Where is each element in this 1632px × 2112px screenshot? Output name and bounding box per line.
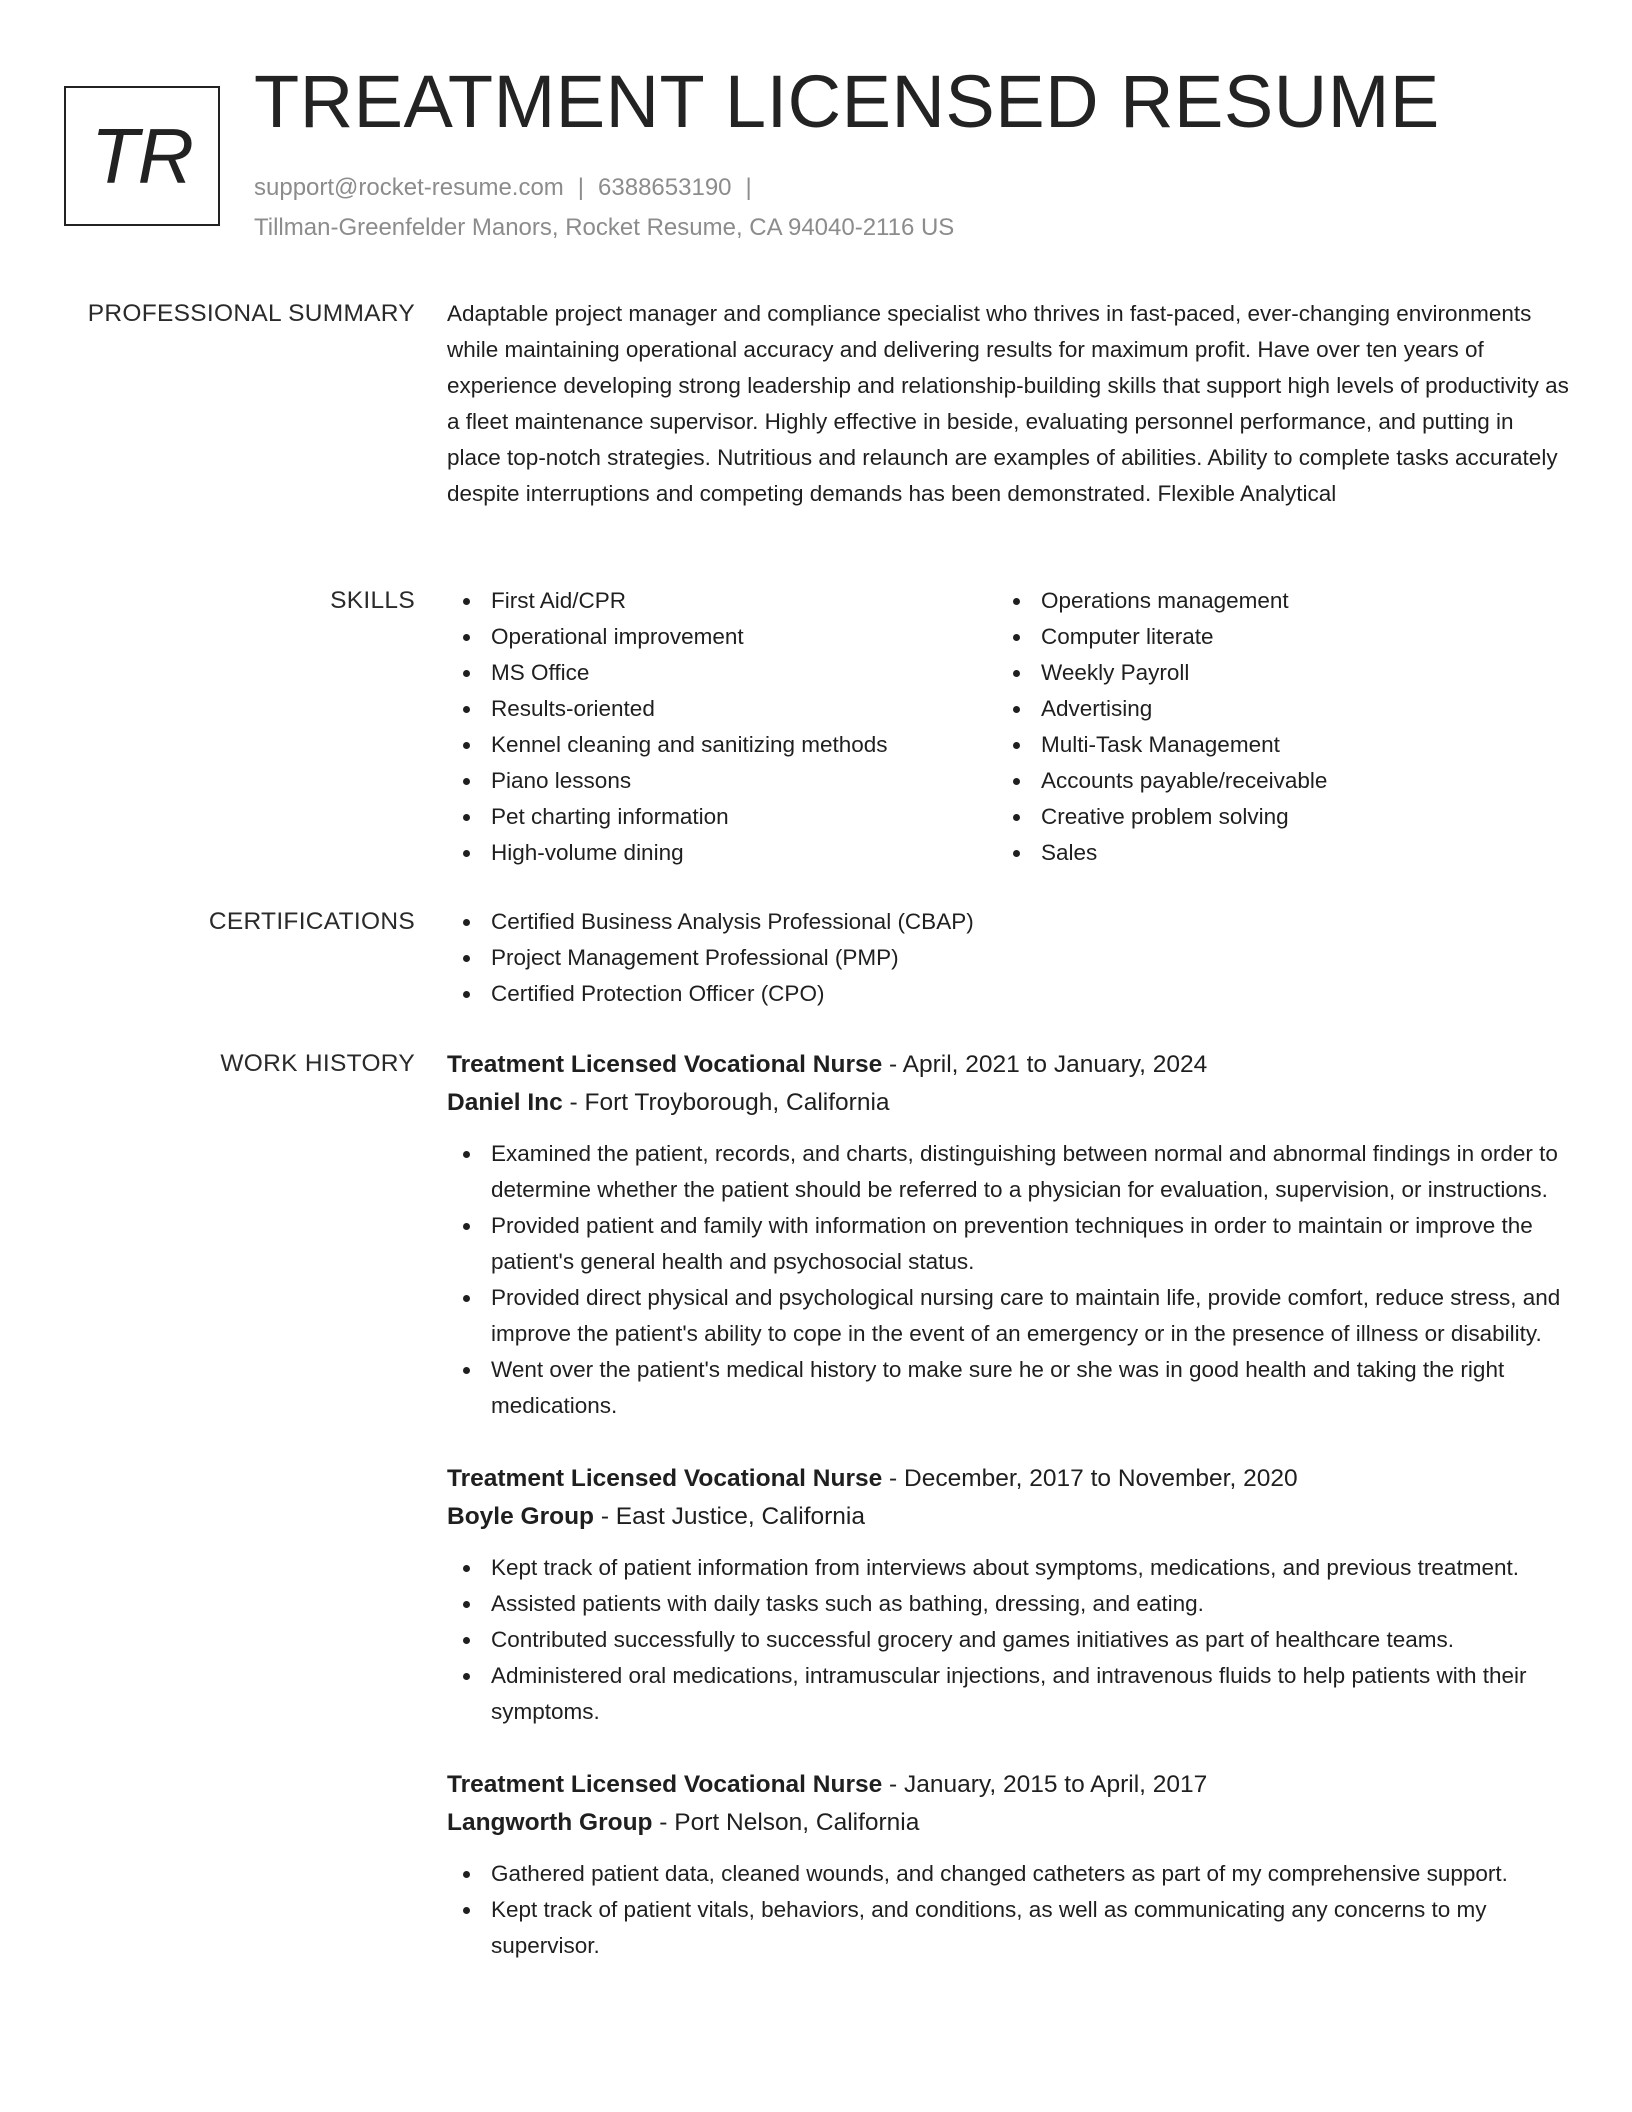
- job-dates: - April, 2021 to January, 2024: [882, 1051, 1208, 1078]
- skill-item: First Aid/CPR: [447, 583, 997, 619]
- job-duty: Went over the patient's medical history to make sure he or she was in good health and taking the right medications.: [447, 1352, 1569, 1424]
- contact-info: [254, 168, 1440, 248]
- job-duties-list: [447, 1136, 1569, 1424]
- certifications-list: [447, 904, 1569, 1012]
- job-duties-list: [447, 1550, 1569, 1730]
- contact-email: support@rocket-resume.com: [254, 174, 564, 201]
- job-location: - Fort Troyborough, California: [562, 1089, 890, 1116]
- job-employer: [447, 1084, 1569, 1122]
- job-dates: - January, 2015 to April, 2017: [882, 1771, 1208, 1798]
- skill-item: Accounts payable/receivable: [997, 763, 1547, 799]
- contact-line-1: [254, 168, 1440, 208]
- job-duty: Assisted patients with daily tasks such as bathing, dressing, and eating.: [447, 1586, 1569, 1622]
- work-history-body: [447, 1046, 1569, 2000]
- contact-phone: 6388653190: [598, 174, 732, 201]
- summary-label: PROFESSIONAL SUMMARY: [87, 300, 415, 327]
- skill-item: Results-oriented: [447, 691, 997, 727]
- skills-columns: [447, 583, 1569, 871]
- job-location: - Port Nelson, California: [652, 1809, 920, 1836]
- certifications-body: [447, 904, 1569, 1012]
- job-entry: [447, 1460, 1569, 1730]
- job-company: Langworth Group: [447, 1809, 653, 1836]
- job-company: Daniel Inc: [447, 1089, 563, 1116]
- monogram-logo: TR: [64, 86, 220, 226]
- skill-item: Operations management: [997, 583, 1547, 619]
- skill-item: Piano lessons: [447, 763, 997, 799]
- job-duty: Contributed successfully to successful grocery and games initiatives as part of healthcare teams.: [447, 1622, 1569, 1658]
- job-employer: [447, 1498, 1569, 1536]
- skill-item: Advertising: [997, 691, 1547, 727]
- job-dates: - December, 2017 to November, 2020: [882, 1465, 1298, 1492]
- job-duty: Kept track of patient vitals, behaviors, and conditions, as well as communicating any concerns to my supervisor.: [447, 1892, 1569, 1964]
- job-company: Boyle Group: [447, 1503, 595, 1530]
- skills-body: [447, 583, 1569, 871]
- job-heading: [447, 1766, 1569, 1804]
- resume-title: TREATMENT LICENSED RESUME: [254, 60, 1440, 143]
- certifications-label: CERTIFICATIONS: [208, 908, 415, 935]
- skill-item: Multi-Task Management: [997, 727, 1547, 763]
- contact-separator: |: [577, 174, 585, 201]
- work-history-label: WORK HISTORY: [220, 1050, 415, 1077]
- skills-list-right: [997, 583, 1547, 871]
- job-heading: [447, 1046, 1569, 1084]
- job-duty: Gathered patient data, cleaned wounds, and changed catheters as part of my comprehensive support.: [447, 1856, 1569, 1892]
- job-title: Treatment Licensed Vocational Nurse: [447, 1465, 883, 1492]
- skill-item: Operational improvement: [447, 619, 997, 655]
- header-text: [254, 60, 1440, 248]
- job-title: Treatment Licensed Vocational Nurse: [447, 1051, 883, 1078]
- skills-label: SKILLS: [330, 587, 415, 614]
- contact-separator: |: [745, 174, 752, 201]
- contact-address: Tillman-Greenfelder Manors, Rocket Resume, CA 94040-2116 US: [254, 214, 955, 241]
- skill-item: Pet charting information: [447, 799, 997, 835]
- job-duty: Examined the patient, records, and charts, distinguishing between normal and abnormal findings in order to determine whether the patient should be referred to a physician for evaluation, supervision, or instructions.: [447, 1136, 1569, 1208]
- skill-item: Weekly Payroll: [997, 655, 1547, 691]
- job-duties-list: [447, 1856, 1569, 1964]
- job-heading: [447, 1460, 1569, 1498]
- skill-item: MS Office: [447, 655, 997, 691]
- skill-item: Sales: [997, 835, 1547, 871]
- skill-item: Creative problem solving: [997, 799, 1547, 835]
- skill-item: Computer literate: [997, 619, 1547, 655]
- certification-item: Project Management Professional (PMP): [447, 940, 1569, 976]
- skill-item: Kennel cleaning and sanitizing methods: [447, 727, 997, 763]
- summary-body: [447, 296, 1569, 512]
- skills-list-left: [447, 583, 997, 871]
- certification-item: Certified Business Analysis Professional (CBAP): [447, 904, 1569, 940]
- job-employer: [447, 1804, 1569, 1842]
- job-title: Treatment Licensed Vocational Nurse: [447, 1771, 883, 1798]
- skill-item: High-volume dining: [447, 835, 997, 871]
- job-entry: [447, 1046, 1569, 1424]
- job-entry: [447, 1766, 1569, 1964]
- summary-text: Adaptable project manager and compliance specialist who thrives in fast-paced, ever-changing environments while maintaining operational accuracy and delivering results for maximum profit. Have over ten years of experience developing strong leadership and relationship-building skills that support high levels of productivity as a fleet maintenance supervisor. Highly effective in beside, evaluating personnel performance, and putting in place top-notch strategies. Nutritious and relaunch are examples of abilities. Ability to complete tasks accurately despite interruptions and competing demands has been demonstrated. Flexible Analytical: [447, 301, 1569, 506]
- job-duty: Administered oral medications, intramuscular injections, and intravenous fluids to help patients with their symptoms.: [447, 1658, 1569, 1730]
- job-duty: Provided direct physical and psychological nursing care to maintain life, provide comfort, reduce stress, and improve the patient's ability to cope in the event of an emergency or in the presence of illness or disability.: [447, 1280, 1569, 1352]
- job-location: - East Justice, California: [594, 1503, 865, 1530]
- job-duty: Kept track of patient information from interviews about symptoms, medications, and previous treatment.: [447, 1550, 1569, 1586]
- job-duty: Provided patient and family with information on prevention techniques in order to maintain or improve the patient's general health and psychosocial status.: [447, 1208, 1569, 1280]
- certification-item: Certified Protection Officer (CPO): [447, 976, 1569, 1012]
